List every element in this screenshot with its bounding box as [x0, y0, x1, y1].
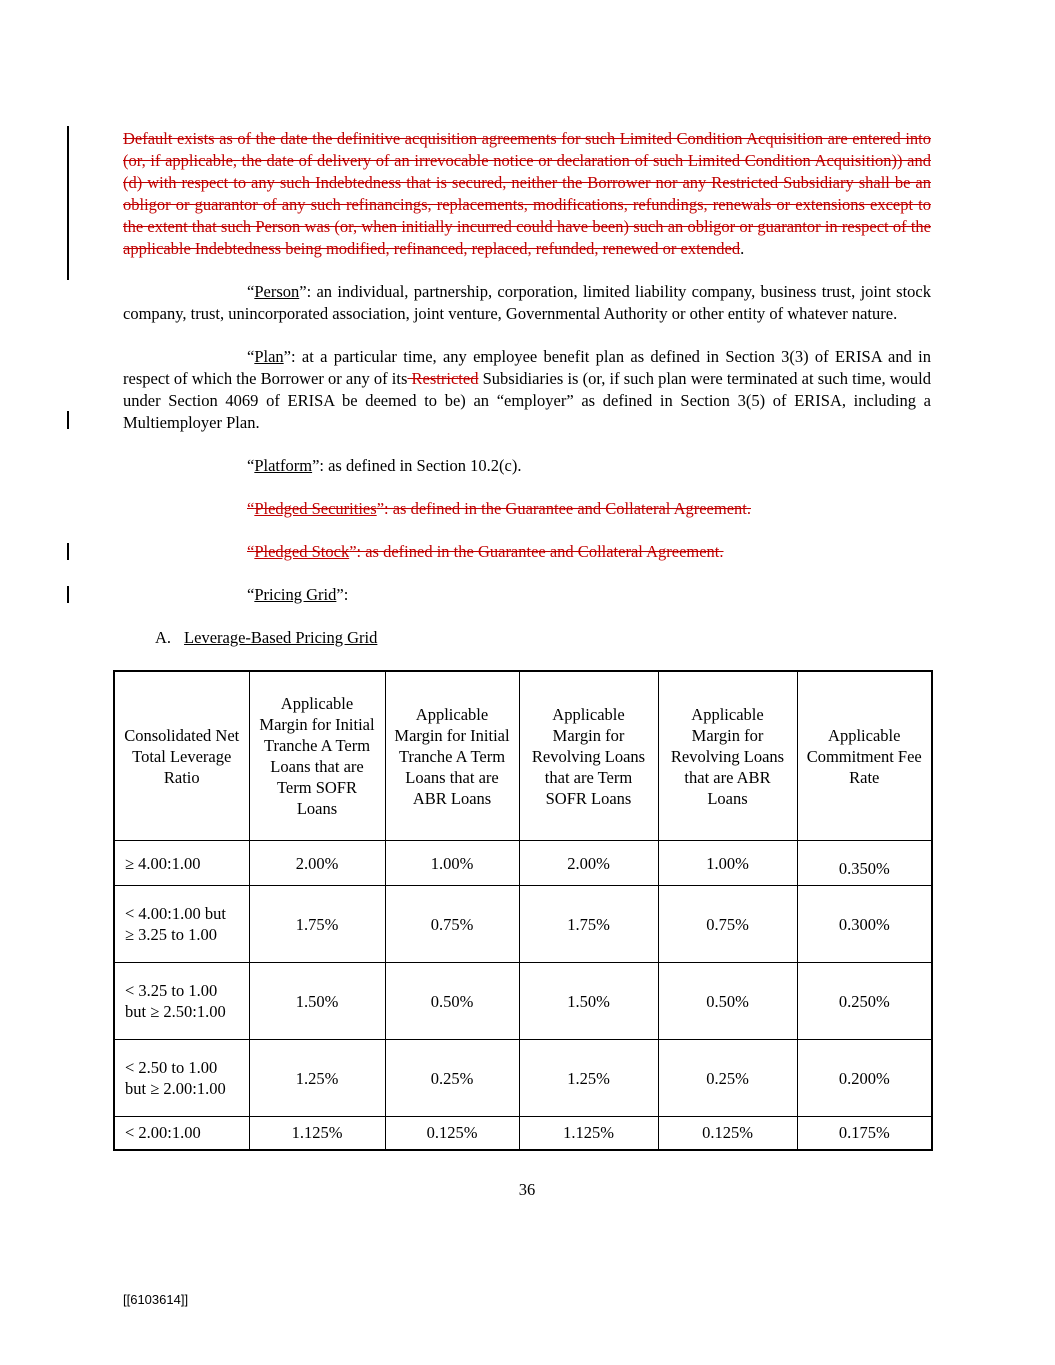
- definition-person: [123, 281, 931, 325]
- table-cell: 1.50%: [249, 963, 385, 1040]
- table-cell: < 2.50 to 1.00 but ≥ 2.00:1.00: [114, 1040, 249, 1117]
- table-cell: < 2.00:1.00: [114, 1117, 249, 1150]
- table-row: [114, 886, 932, 963]
- header-margin-revolving-sofr: Applicable Margin for Revolving Loans that are Term SOFR Loans: [519, 671, 658, 841]
- page-number: 36: [518, 1179, 536, 1199]
- header-margin-tranche-a-sofr: Applicable Margin for Initial Tranche A Term Loans that are Term SOFR Loans: [249, 671, 385, 841]
- table-cell: 0.175%: [797, 1117, 932, 1150]
- defined-term-pledged-securities: Pledged Securities: [254, 499, 377, 518]
- table-cell: 0.125%: [658, 1117, 797, 1150]
- table-cell: 1.125%: [249, 1117, 385, 1150]
- table-cell: 2.00%: [249, 841, 385, 886]
- table-cell: 0.75%: [658, 886, 797, 963]
- definition-body: ”: as defined in the Guarantee and Collateral Agreement.: [376, 499, 751, 518]
- open-quote: “: [247, 585, 255, 604]
- deleted-definition: [247, 499, 751, 518]
- deleted-paragraph: [123, 128, 931, 260]
- table-cell: 1.00%: [658, 841, 797, 886]
- table-cell: 0.350%: [797, 841, 932, 886]
- table-cell: 1.50%: [519, 963, 658, 1040]
- definition-plan: [123, 346, 931, 434]
- table-cell: 1.125%: [519, 1117, 658, 1150]
- table-cell: < 3.25 to 1.00 but ≥ 2.50:1.00: [114, 963, 249, 1040]
- definition-body: Subsidiaries is (or, if such plan were terminated at such time, would under Section 4069 of ERISA be deemed to be) an “employer” as defined in Section 3(5) of ERISA, including a Multiemployer Plan.: [123, 369, 931, 432]
- header-margin-tranche-a-abr: Applicable Margin for Initial Tranche A Term Loans that are ABR Loans: [385, 671, 519, 841]
- open-quote: “: [247, 542, 255, 561]
- table-header-row: [114, 671, 932, 841]
- definition-body: ”: as defined in the Guarantee and Collateral Agreement.: [349, 542, 724, 561]
- table-cell: 0.50%: [658, 963, 797, 1040]
- table-cell: 0.25%: [385, 1040, 519, 1117]
- change-bar: [67, 126, 69, 280]
- table-row: [114, 963, 932, 1040]
- change-bar: [67, 586, 69, 603]
- table-cell: 0.250%: [797, 963, 932, 1040]
- section-label: A.: [155, 628, 172, 647]
- table-cell: 0.300%: [797, 886, 932, 963]
- table-cell: 2.00%: [519, 841, 658, 886]
- deleted-text: Default exists as of the date the definitive acquisition agreements for such Limited Condition Acquisition are entered into (or, if applicable, the date of delivery of an irrevocable notice or declaration of such Limited Condition Acquisition)) and (d) with respect to any such Indebtedness that is secured, neither the Borrower nor any Restricted Subsidiary shall be an obligor or guarantor of any such refinancings, replacements, modifications, refundings, renewals or extensions except to the extent that such Person was (or, when initially incurred could have been) such an obligor or guarantor in respect of the applicable Indebtedness being modified, refinanced, replaced, refunded, renewed or extended: [123, 129, 931, 258]
- defined-term-platform: Platform: [254, 456, 313, 475]
- header-commitment-fee: Applicable Commitment Fee Rate: [797, 671, 932, 841]
- leverage-pricing-grid-table: [113, 670, 933, 1151]
- defined-term-person: Person: [254, 282, 300, 301]
- table-cell: 0.75%: [385, 886, 519, 963]
- table-cell: 1.75%: [249, 886, 385, 963]
- table-cell: < 4.00:1.00 but ≥ 3.25 to 1.00: [114, 886, 249, 963]
- defined-term-pricing-grid: Pricing Grid: [254, 585, 337, 604]
- definition-pricing-grid: [123, 584, 931, 606]
- change-bar: [67, 543, 69, 560]
- table-cell: 1.00%: [385, 841, 519, 886]
- open-quote: “: [247, 499, 255, 518]
- change-bar: [67, 411, 69, 429]
- definition-body: ”: an individual, partnership, corporation, limited liability company, business trust, joint stock company, trust, unincorporated association, joint venture, Governmental Authority or other entity of whatever nature.: [123, 282, 931, 323]
- deleted-definition: [247, 542, 724, 561]
- section-title: Leverage-Based Pricing Grid: [184, 628, 378, 647]
- table-row: [114, 1040, 932, 1117]
- table-cell: 0.50%: [385, 963, 519, 1040]
- table-cell: 0.125%: [385, 1117, 519, 1150]
- table-cell: 0.200%: [797, 1040, 932, 1117]
- definition-body: ”: as defined in Section 10.2(c).: [312, 456, 522, 475]
- section-heading: [123, 627, 931, 649]
- header-leverage-ratio: Consolidated Net Total Leverage Ratio: [114, 671, 249, 841]
- definition-body: ”: at a particular time, any employee benefit plan as defined in Section 3(3) of ERISA and in respect of which the Borrower or any of its: [123, 347, 931, 388]
- page-content: [123, 128, 931, 1201]
- table-cell: 1.75%: [519, 886, 658, 963]
- table-row: [114, 1117, 932, 1150]
- defined-term-plan: Plan: [254, 347, 284, 366]
- definition-platform: [123, 455, 931, 477]
- table-row: [114, 841, 932, 886]
- table-cell: 1.25%: [519, 1040, 658, 1117]
- table-cell: 0.25%: [658, 1040, 797, 1117]
- document-id-footer: [[6103614]]: [123, 1292, 189, 1307]
- open-quote: “: [247, 282, 255, 301]
- defined-term-pledged-stock: Pledged Stock: [254, 542, 350, 561]
- header-margin-revolving-abr: Applicable Margin for Revolving Loans that are ABR Loans: [658, 671, 797, 841]
- definition-body: ”:: [336, 585, 349, 604]
- deleted-word: Restricted: [407, 369, 479, 388]
- open-quote: “: [247, 347, 255, 366]
- retained-period: .: [740, 239, 745, 258]
- definition-pledged-stock: [123, 541, 931, 563]
- table-cell: 1.25%: [249, 1040, 385, 1117]
- open-quote: “: [247, 456, 255, 475]
- definition-pledged-securities: [123, 498, 931, 520]
- table-cell: ≥ 4.00:1.00: [114, 841, 249, 886]
